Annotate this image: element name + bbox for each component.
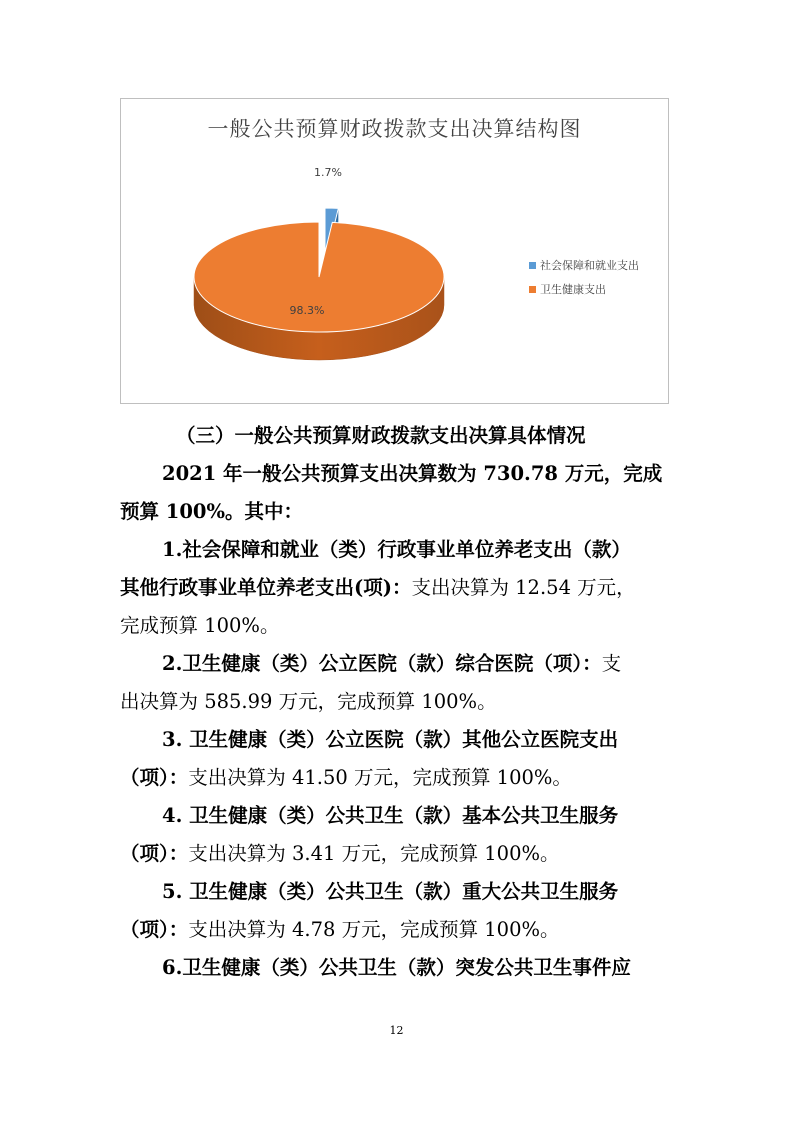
- item-4-line2-normal: 支出决算为 3.41 万元，完成预算 100%。: [188, 842, 560, 865]
- pie-chart-svg: [121, 99, 668, 403]
- legend-item-health: [529, 279, 639, 299]
- data-label-social-security: 1.7%: [314, 166, 342, 179]
- item-3-line2-normal: 支出决算为 41.50 万元，完成预算 100%。: [188, 766, 572, 789]
- item-1-line1: 1.社会保障和就业（类）行政事业单位养老支出（款）: [162, 538, 631, 561]
- item-5-line1: 5. 卫生健康（类）公共卫生（款）重大公共卫生服务: [162, 880, 619, 903]
- page-number: 12: [389, 1024, 404, 1037]
- legend-label-health: 卫生健康支出: [540, 283, 606, 296]
- item-5-line2-bold: （项）：: [120, 918, 189, 941]
- item-4-line2-bold: （项）：: [120, 842, 189, 865]
- intro-paragraph-line1: [162, 455, 676, 493]
- item-3-line2-bold: （项）：: [120, 766, 189, 789]
- item-2-line1-bold: 2.卫生健康（类）公立医院（款）综合医院（项）：: [162, 652, 602, 675]
- item-5-line2-normal: 支出决算为 4.78 万元，完成预算 100%。: [188, 918, 560, 941]
- item-3-line2: [120, 759, 572, 797]
- item-2-line1-normal: 支: [601, 652, 622, 675]
- intro-line1-text: 2021 年一般公共预算支出决算数为 730.78 万元，完成: [162, 462, 663, 485]
- item-4-line1: 4. 卫生健康（类）公共卫生（款）基本公共卫生服务: [162, 804, 619, 827]
- data-label-health: 98.3%: [289, 304, 325, 317]
- legend-swatch-health: [529, 286, 536, 293]
- pie-chart-panel: [120, 98, 669, 404]
- section-heading: （三）一般公共预算财政拨款支出决算具体情况: [176, 424, 586, 447]
- item-1-line3: 完成预算 100%。: [120, 614, 280, 637]
- legend-label-social-security: 社会保障和就业支出: [540, 259, 639, 272]
- item-1-line2-normal: 支出决算为 12.54 万元，: [411, 576, 636, 599]
- intro-paragraph-line2: 预算 100%。其中：: [120, 500, 304, 523]
- item-1-line2-bold: 其他行政事业单位养老支出(项)：: [120, 576, 412, 599]
- legend-swatch-social-security: [529, 262, 536, 269]
- item-1-line2: [120, 569, 636, 607]
- item-5-line2: [120, 911, 560, 949]
- chart-legend: [529, 255, 639, 303]
- legend-item-social-security: [529, 255, 639, 275]
- chart-title: 一般公共预算财政拨款支出决算结构图: [207, 117, 582, 141]
- item-6-line1: 6.卫生健康（类）公共卫生（款）突发公共卫生事件应: [162, 956, 631, 979]
- item-3-line1: 3. 卫生健康（类）公立医院（款）其他公立医院支出: [162, 728, 619, 751]
- item-2-line1: [162, 645, 621, 683]
- item-4-line2: [120, 835, 560, 873]
- item-2-line2: 出决算为 585.99 万元，完成预算 100%。: [120, 690, 497, 713]
